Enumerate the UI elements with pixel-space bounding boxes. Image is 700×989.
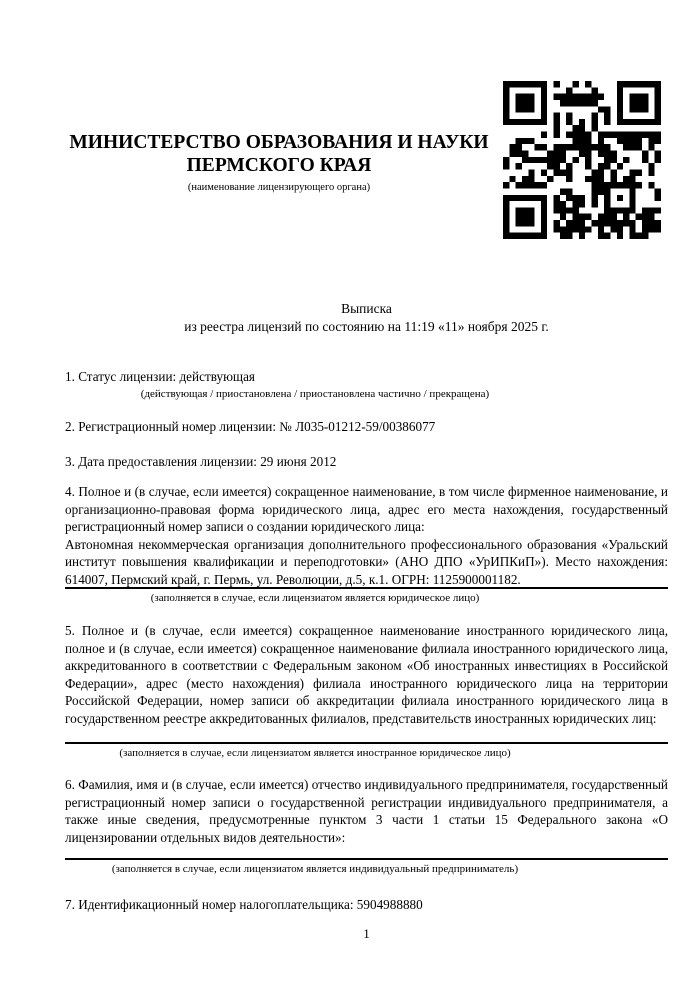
- item-1-license-status: 1. Статус лицензии: действующая: [65, 369, 256, 384]
- ministry-name-line1: МИНИСТЕРСТВО ОБРАЗОВАНИЯ И НАУКИ: [69, 132, 489, 153]
- item-5-caption: (заполняется в случае, если лицензиатом является иностранное юридическое лицо): [119, 747, 511, 759]
- licensing-authority-caption: (наименование лицензирующего органа): [187, 182, 371, 193]
- item-4-text: 4. Полное и (в случае, если имеется) сокращенное наименование, в том числе фирменное наименование, и организационно-правовая форма юридического лица, адрес его места нахождения, государственный регистрационный номер записи о создании юридического лица:: [65, 484, 668, 534]
- document-title: [65, 300, 668, 336]
- title-line2: из реестра лицензий по состоянию на 11:19 «11» ноября 2025 г.: [184, 319, 549, 334]
- item-6-fill-line: [65, 858, 668, 860]
- item-3-license-grant-date: 3. Дата предоставления лицензии: 29 июня 2012: [65, 454, 337, 469]
- item-4-value: Автономная некоммерческая организация дополнительного профессионального образования «Уральский институт повышения квалификации и переподготовки» (АНО ДПО «УрИПКиП»). Место нахождения: 614007, Пермский край, г. Пермь, ул. Революции, д.5, к.1. ОГРН: 1125900001182.: [65, 536, 668, 587]
- ministry-header: [50, 131, 508, 177]
- item-6-caption: (заполняется в случае, если лицензиатом является индивидуальный предприниматель): [111, 863, 519, 875]
- item-4-fill-line: [65, 587, 668, 589]
- item-7-taxpayer-id: 7. Идентификационный номер налогоплательщика: 5904988880: [65, 897, 423, 912]
- qr-code: [503, 81, 661, 239]
- item-5-fill-line: [65, 742, 668, 744]
- title-line1: Выписка: [341, 301, 392, 316]
- ministry-name-line2: ПЕРМСКОГО КРАЯ: [186, 155, 372, 176]
- item-1-caption: (действующая / приостановлена / приостановлена частично / прекращена): [140, 388, 490, 400]
- item-2-registration-number: 2. Регистрационный номер лицензии: № Л035-01212-59/00386077: [65, 419, 436, 434]
- item-4-legal-entity: [65, 483, 668, 588]
- page-number: 1: [363, 926, 370, 941]
- item-6-individual-entrepreneur: 6. Фамилия, имя и (в случае, если имеется) отчество индивидуального предпринимателя, государственный регистрационный номер записи о государственной регистрации индивидуального предпринимателя, а также иные сведения, предусмотренные пунктом 3 части 1 статьи 15 Федерального закона «О лицензировании отдельных видов деятельности»:: [65, 777, 668, 845]
- item-4-caption: (заполняется в случае, если лицензиатом является юридическое лицо): [150, 592, 480, 604]
- item-5-foreign-entity: 5. Полное и (в случае, если имеется) сокращенное наименование иностранного юридического лица, полное и (в случае, если имеется) сокращенное наименование филиала иностранного юридического лица, аккредитованного в соответствии с Федеральным законом «Об иностранных инвестициях в Российской Федерации», адрес (место нахождения) филиала иностранного юридического лица на территории Российской Федерации, номер записи об аккредитации филиала иностранного юридического лица в государственном реестре аккредитованных филиалов, представительств иностранных юридических лиц:: [65, 623, 668, 726]
